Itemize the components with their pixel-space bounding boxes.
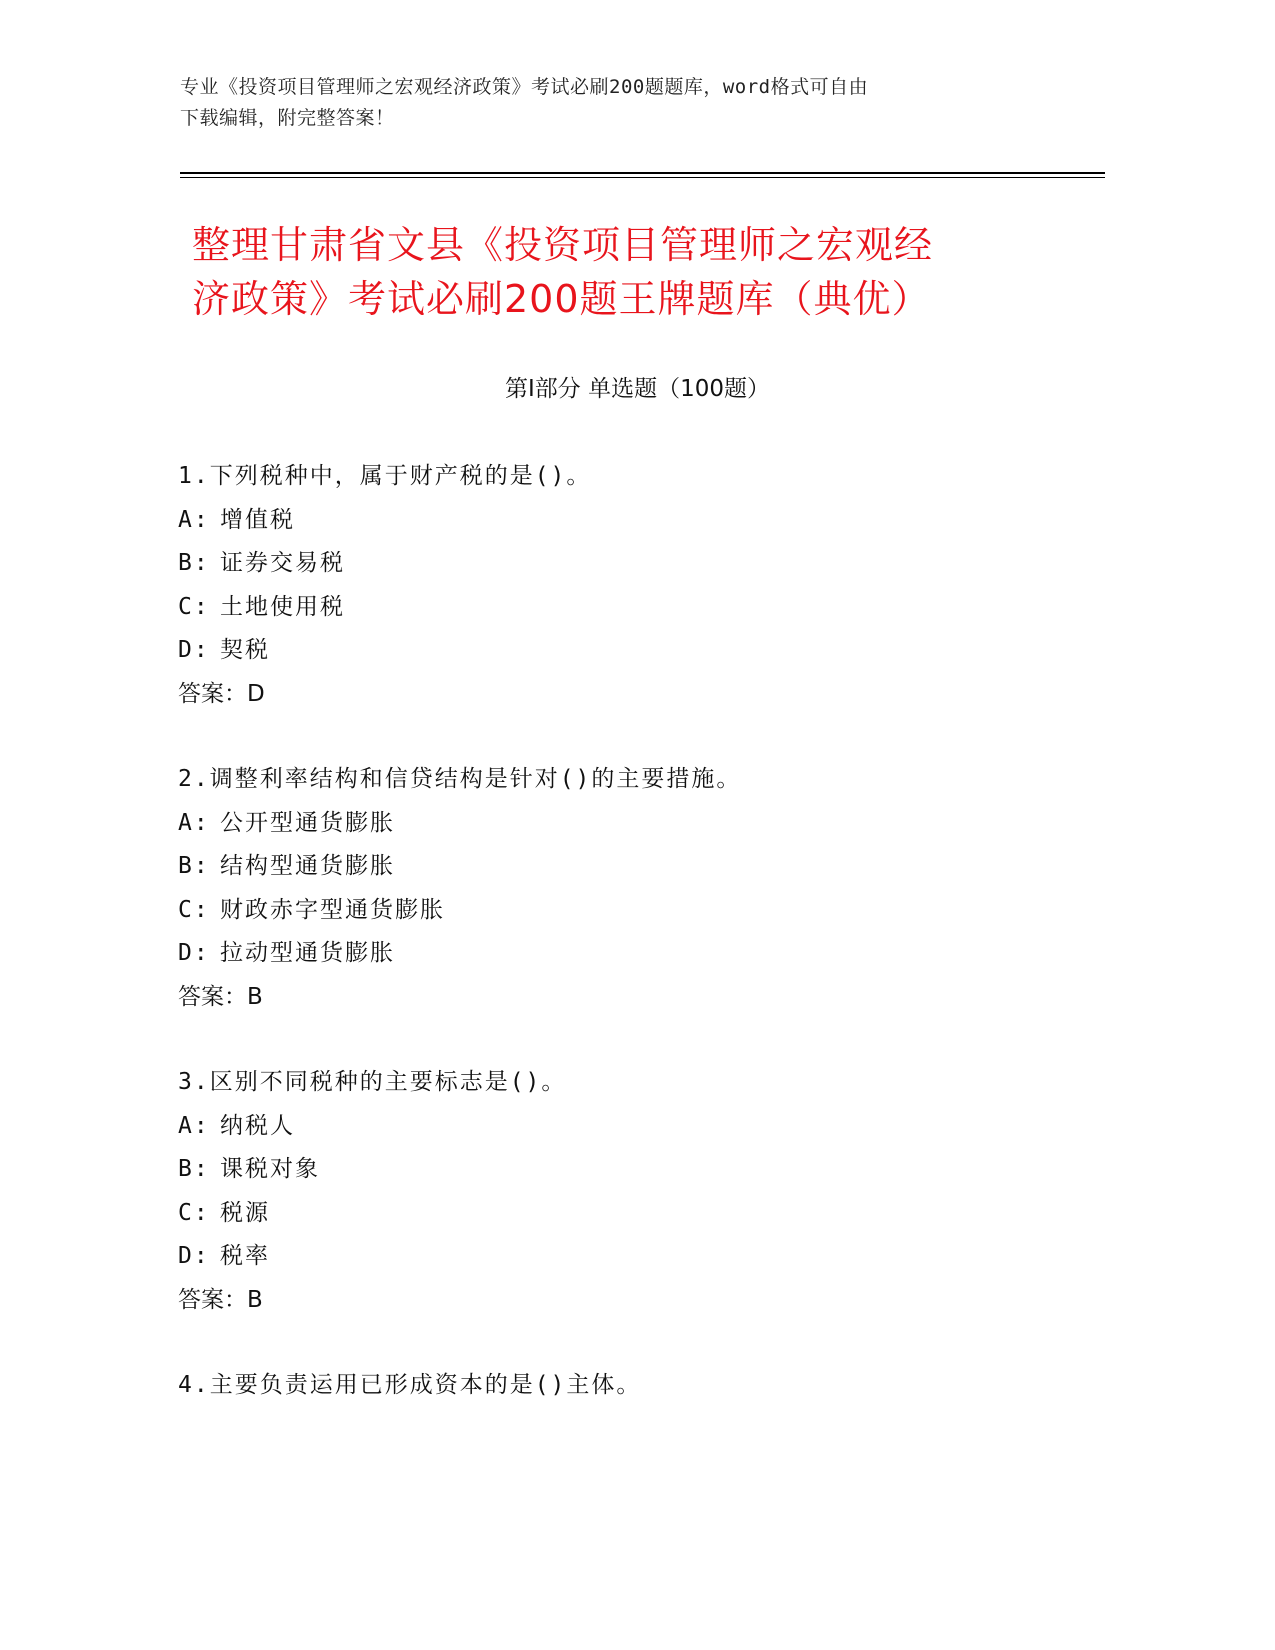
question-1 bbox=[178, 455, 1078, 716]
option-c bbox=[178, 1192, 1078, 1236]
answer: 答案：B bbox=[178, 983, 263, 1010]
option-text: 证券交易税 bbox=[220, 550, 345, 576]
option-key: C: bbox=[178, 593, 210, 620]
option-text: 税源 bbox=[220, 1199, 270, 1226]
option-text: 契税 bbox=[220, 637, 270, 663]
option-text: 拉动型通货膨胀 bbox=[220, 940, 395, 966]
section-title: 第I部分 单选题（100题） bbox=[505, 376, 770, 402]
option-text: 结构型通货膨胀 bbox=[220, 853, 395, 879]
answer: 答案：B bbox=[178, 1286, 263, 1313]
option-text: 税率 bbox=[220, 1243, 270, 1269]
option-b bbox=[178, 542, 1078, 586]
option-key: B: bbox=[178, 1156, 210, 1182]
option-key: B: bbox=[178, 853, 210, 879]
option-a bbox=[178, 1105, 1078, 1149]
option-key: D: bbox=[178, 1243, 210, 1269]
option-text: 财政赤字型通货膨胀 bbox=[220, 896, 445, 923]
option-key: A: bbox=[178, 1112, 210, 1139]
option-key: D: bbox=[178, 637, 210, 663]
option-text: 增值税 bbox=[220, 506, 295, 533]
option-d bbox=[178, 629, 1078, 673]
option-c bbox=[178, 586, 1078, 630]
option-key: C: bbox=[178, 896, 210, 923]
option-text: 课税对象 bbox=[220, 1156, 320, 1182]
header-note bbox=[180, 72, 1040, 134]
question-list bbox=[178, 455, 1078, 1450]
document-title-line-1: 整理甘肃省文县《投资项目管理师之宏观经 bbox=[192, 223, 934, 267]
option-text: 公开型通货膨胀 bbox=[220, 809, 395, 836]
option-a bbox=[178, 499, 1078, 543]
question-text: 3.区别不同税种的主要标志是()。 bbox=[178, 1069, 567, 1095]
option-d bbox=[178, 1235, 1078, 1279]
document-title bbox=[192, 218, 1092, 326]
document-title-line-2: 济政策》考试必刷200题王牌题库（典优） bbox=[192, 277, 931, 321]
header-divider-thick bbox=[180, 172, 1105, 174]
question-text: 4.主要负责运用已形成资本的是()主体。 bbox=[178, 1372, 642, 1398]
question-2 bbox=[178, 758, 1078, 1019]
header-note-line-2: 下载编辑，附完整答案！ bbox=[180, 107, 395, 129]
option-key: A: bbox=[178, 809, 210, 836]
question-text: 2.调整利率结构和信贷结构是针对()的主要措施。 bbox=[178, 766, 742, 792]
option-b bbox=[178, 845, 1078, 889]
option-key: D: bbox=[178, 940, 210, 966]
option-b bbox=[178, 1148, 1078, 1192]
option-a bbox=[178, 802, 1078, 846]
question-4 bbox=[178, 1364, 1078, 1408]
header-note-line-1: 专业《投资项目管理师之宏观经济政策》考试必刷200题题库，word格式可自由 bbox=[180, 76, 869, 98]
answer: 答案：D bbox=[178, 680, 265, 707]
header-divider-thin bbox=[180, 177, 1105, 178]
option-d bbox=[178, 932, 1078, 976]
option-text: 土地使用税 bbox=[220, 593, 345, 620]
option-c bbox=[178, 889, 1078, 933]
option-key: B: bbox=[178, 550, 210, 576]
question-text: 1.下列税种中，属于财产税的是()。 bbox=[178, 463, 592, 489]
question-3 bbox=[178, 1061, 1078, 1322]
option-key: A: bbox=[178, 506, 210, 533]
option-text: 纳税人 bbox=[220, 1112, 295, 1139]
option-key: C: bbox=[178, 1199, 210, 1226]
